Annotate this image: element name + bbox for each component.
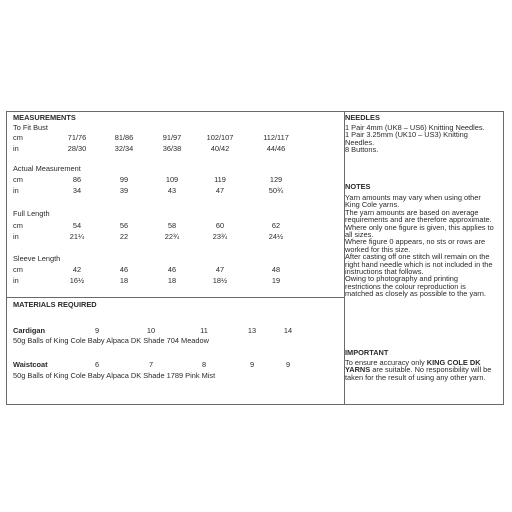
sleeve-in-unit: in — [13, 276, 19, 285]
sleeve-length-label: Sleeve Length — [13, 254, 61, 263]
sleeve-cm-value: 47 — [215, 265, 225, 274]
full-in-value: 22¾ — [164, 232, 180, 241]
bust-in-value: 44/46 — [266, 144, 286, 153]
actual-in-unit: in — [13, 186, 19, 195]
to-fit-bust-label: To Fit Bust — [13, 123, 48, 132]
waistcoat-yarn-desc: 50g Balls of King Cole Baby Alpaca DK Shade 1789 Pink Mist — [13, 371, 216, 380]
bust-cm-value: 71/76 — [67, 133, 87, 142]
actual-in-value: 34 — [72, 186, 82, 195]
sleeve-cm-value: 46 — [167, 265, 177, 274]
sleeve-cm-value: 42 — [72, 265, 82, 274]
cardigan-balls: 9 — [94, 326, 100, 335]
full-in-value: 24½ — [268, 232, 284, 241]
bust-cm-value: 81/86 — [114, 133, 134, 142]
full-length-label: Full Length — [13, 209, 50, 218]
sleeve-cm-unit: cm — [13, 265, 23, 274]
measurements-heading: MEASUREMENTS — [13, 113, 76, 122]
important-brand: KING COLE DK YARNS — [345, 358, 481, 375]
waistcoat-label: Waistcoat — [13, 360, 48, 369]
bust-cm-unit: cm — [13, 133, 23, 142]
full-cm-value: 58 — [167, 221, 177, 230]
full-cm-unit: cm — [13, 221, 23, 230]
notes-heading: NOTES — [345, 182, 371, 191]
actual-in-value: 47 — [215, 186, 225, 195]
sleeve-cm-value: 46 — [119, 265, 129, 274]
waistcoat-balls: 7 — [148, 360, 154, 369]
actual-cm-unit: cm — [13, 175, 23, 184]
important-text-before: To ensure accuracy only — [345, 358, 427, 367]
full-in-value: 22 — [119, 232, 129, 241]
materials-heading: MATERIALS REQUIRED — [13, 300, 97, 309]
bust-cm-value: 91/97 — [162, 133, 182, 142]
actual-cm-value: 129 — [269, 175, 283, 184]
full-in-value: 23¾ — [212, 232, 228, 241]
cardigan-balls: 13 — [247, 326, 257, 335]
bust-in-value: 32/34 — [114, 144, 134, 153]
waistcoat-balls: 9 — [285, 360, 291, 369]
sleeve-in-value: 19 — [271, 276, 281, 285]
important-text-after: are suitable. No responsibility will be taken for the result of using any other yarn. — [345, 365, 492, 382]
actual-cm-value: 99 — [119, 175, 129, 184]
section-divider — [7, 297, 344, 298]
bust-in-value: 28/30 — [67, 144, 87, 153]
actual-measurement-label: Actual Measurement — [13, 164, 81, 173]
full-in-value: 21¼ — [69, 232, 85, 241]
actual-cm-value: 86 — [72, 175, 82, 184]
sleeve-cm-value: 48 — [271, 265, 281, 274]
actual-in-value: 50¾ — [268, 186, 284, 195]
full-cm-value: 62 — [271, 221, 281, 230]
cardigan-balls: 10 — [146, 326, 156, 335]
actual-cm-value: 119 — [214, 175, 226, 184]
important-heading: IMPORTANT — [345, 348, 389, 357]
sleeve-in-value: 18 — [119, 276, 129, 285]
cardigan-yarn-desc: 50g Balls of King Cole Baby Alpaca DK Shade 704 Meadow — [13, 336, 209, 345]
actual-in-value: 43 — [167, 186, 177, 195]
cardigan-balls: 14 — [283, 326, 293, 335]
bust-in-unit: in — [13, 144, 19, 153]
cardigan-balls: 11 — [200, 326, 208, 335]
full-cm-value: 56 — [119, 221, 129, 230]
bust-in-value: 36/38 — [162, 144, 182, 153]
full-in-unit: in — [13, 232, 19, 241]
bust-cm-value: 112/117 — [263, 133, 289, 142]
sleeve-in-value: 16½ — [69, 276, 85, 285]
important-text — [345, 359, 495, 381]
waistcoat-balls: 6 — [94, 360, 100, 369]
full-cm-value: 60 — [215, 221, 225, 230]
sleeve-in-value: 18 — [167, 276, 177, 285]
actual-in-value: 39 — [119, 186, 129, 195]
notes-text: Yarn amounts may vary when using other King Cole yarns. The yarn amounts are based on average requirements and are therefore approximate. Where only one figure is given, this applies to all sizes. Where figure 0 appears, no sts or rows are worked for this size. After casting off one stitch will remain on the right hand needle which is not included in the instructions that follows. Owing to photography and printing restrictions the colour reproduction is matched as closely as possible to the yarn. — [345, 193, 494, 299]
bust-cm-value: 102/107 — [206, 133, 234, 142]
needles-heading: NEEDLES — [345, 113, 380, 122]
actual-cm-value: 109 — [165, 175, 179, 184]
cardigan-label: Cardigan — [13, 326, 46, 335]
sleeve-in-value: 18½ — [212, 276, 228, 285]
waistcoat-balls: 8 — [201, 360, 207, 369]
full-cm-value: 54 — [72, 221, 82, 230]
bust-in-value: 40/42 — [210, 144, 230, 153]
waistcoat-balls: 9 — [249, 360, 255, 369]
needles-text: 1 Pair 4mm (UK8 – US6) Knitting Needles. 1 Pair 3.25mm (UK10 – US3) Knitting Needles. 8 Buttons. — [345, 123, 485, 155]
